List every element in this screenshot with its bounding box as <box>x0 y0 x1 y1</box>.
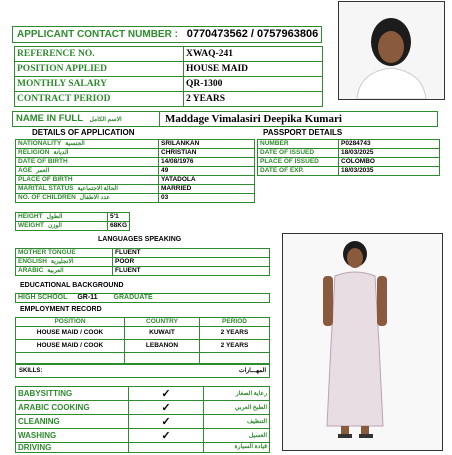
table-row: WEIGHT الوزن 68KG <box>16 222 130 231</box>
table-row: CLEANING ✓ التنظيف <box>16 415 270 429</box>
table-row: MARITAL STATUS الحالة الاجتماعية MARRIED <box>16 185 255 194</box>
employment-table <box>15 317 270 364</box>
table-row: NUMBER P0284743 <box>258 140 440 149</box>
languages-table <box>15 248 270 276</box>
table-row: MONTHLY SALARY QR-1300 <box>15 77 323 92</box>
contact-number: 0770473562 / 0757963806 <box>186 28 319 40</box>
table-row: NATIONALITY الجنسية SRILANKAN <box>16 140 255 149</box>
table-row: MOTHER TONGUE FLUENT <box>16 249 270 258</box>
education-row: HIGH SCHOOL GR-11 GRADUATE <box>15 293 270 303</box>
name-label: NAME IN FULL <box>16 113 83 124</box>
table-row: ARABIC العربية FLUENT <box>16 267 270 276</box>
table-row: POSITION COUNTRY PERIOD <box>16 318 270 327</box>
employment-title: EMPLOYMENT RECORD <box>20 306 102 313</box>
table-row: REFERENCE NO. XWAQ-241 <box>15 47 323 62</box>
portrait-icon <box>339 2 444 99</box>
table-row: CONTRACT PERIOD 2 YEARS <box>15 92 323 107</box>
name-label-ar: الاسم الكامل <box>89 117 122 123</box>
skills-table <box>15 386 270 453</box>
table-row: NO. OF CHILDREN عدد الاطفال 03 <box>16 194 255 203</box>
name-row <box>12 111 438 127</box>
applicant-portrait <box>338 1 445 100</box>
table-row: PLACE OF BIRTH YATADOLA <box>16 176 255 185</box>
table-row: WASHING ✓ الغسيل <box>16 429 270 443</box>
table-row: DATE OF ISSUED 18/03/2025 <box>258 149 440 158</box>
height-weight-table <box>15 212 130 231</box>
table-row: DATE OF EXP. 18/03/2035 <box>258 167 440 176</box>
table-row: DRIVING قيادة السيارة <box>16 443 270 453</box>
table-row: ARABIC COOKING ✓ الطبخ العربي <box>16 401 270 415</box>
table-row: PLACE OF ISSUED COLOMBO <box>258 158 440 167</box>
contact-label: APPLICANT CONTACT NUMBER : <box>17 29 178 40</box>
table-row: HEIGHT الطول 5'1 <box>16 213 130 222</box>
contact-bar <box>12 26 322 43</box>
table-row: HOUSE MAID / COOK KUWAIT 2 YEARS <box>16 327 270 340</box>
top-info-table <box>14 46 323 107</box>
languages-title: LANGUAGES SPEAKING <box>98 236 182 243</box>
skills-header: SKILLS: المهـــارات <box>15 364 270 378</box>
table-row: BABYSITTING ✓ رعاية الصغار <box>16 387 270 401</box>
table-row: RELIGION الديانة CHRISTIAN <box>16 149 255 158</box>
education-title: EDUCATIONAL BACKGROUND <box>20 282 124 289</box>
table-row: HOUSE MAID / COOK LEBANON 2 YEARS <box>16 340 270 353</box>
full-name: Maddage Vimalasiri Deepika Kumari <box>165 113 342 125</box>
table-row <box>16 353 270 364</box>
passport-table <box>257 139 440 176</box>
details-table <box>15 139 255 203</box>
table-row: ENGLISH الانجليزية POOR <box>16 258 270 267</box>
applicant-full-photo <box>282 233 443 451</box>
passport-section-title: PASSPORT DETAILS <box>263 128 343 137</box>
table-row: POSITION APPLIED HOUSE MAID <box>15 62 323 77</box>
table-row: AGE العمر 49 <box>16 167 255 176</box>
details-section-title: DETAILS OF APPLICATION <box>32 128 135 137</box>
table-row: DATE OF BIRTH 14/08/1976 <box>16 158 255 167</box>
full-photo-icon <box>283 234 442 450</box>
